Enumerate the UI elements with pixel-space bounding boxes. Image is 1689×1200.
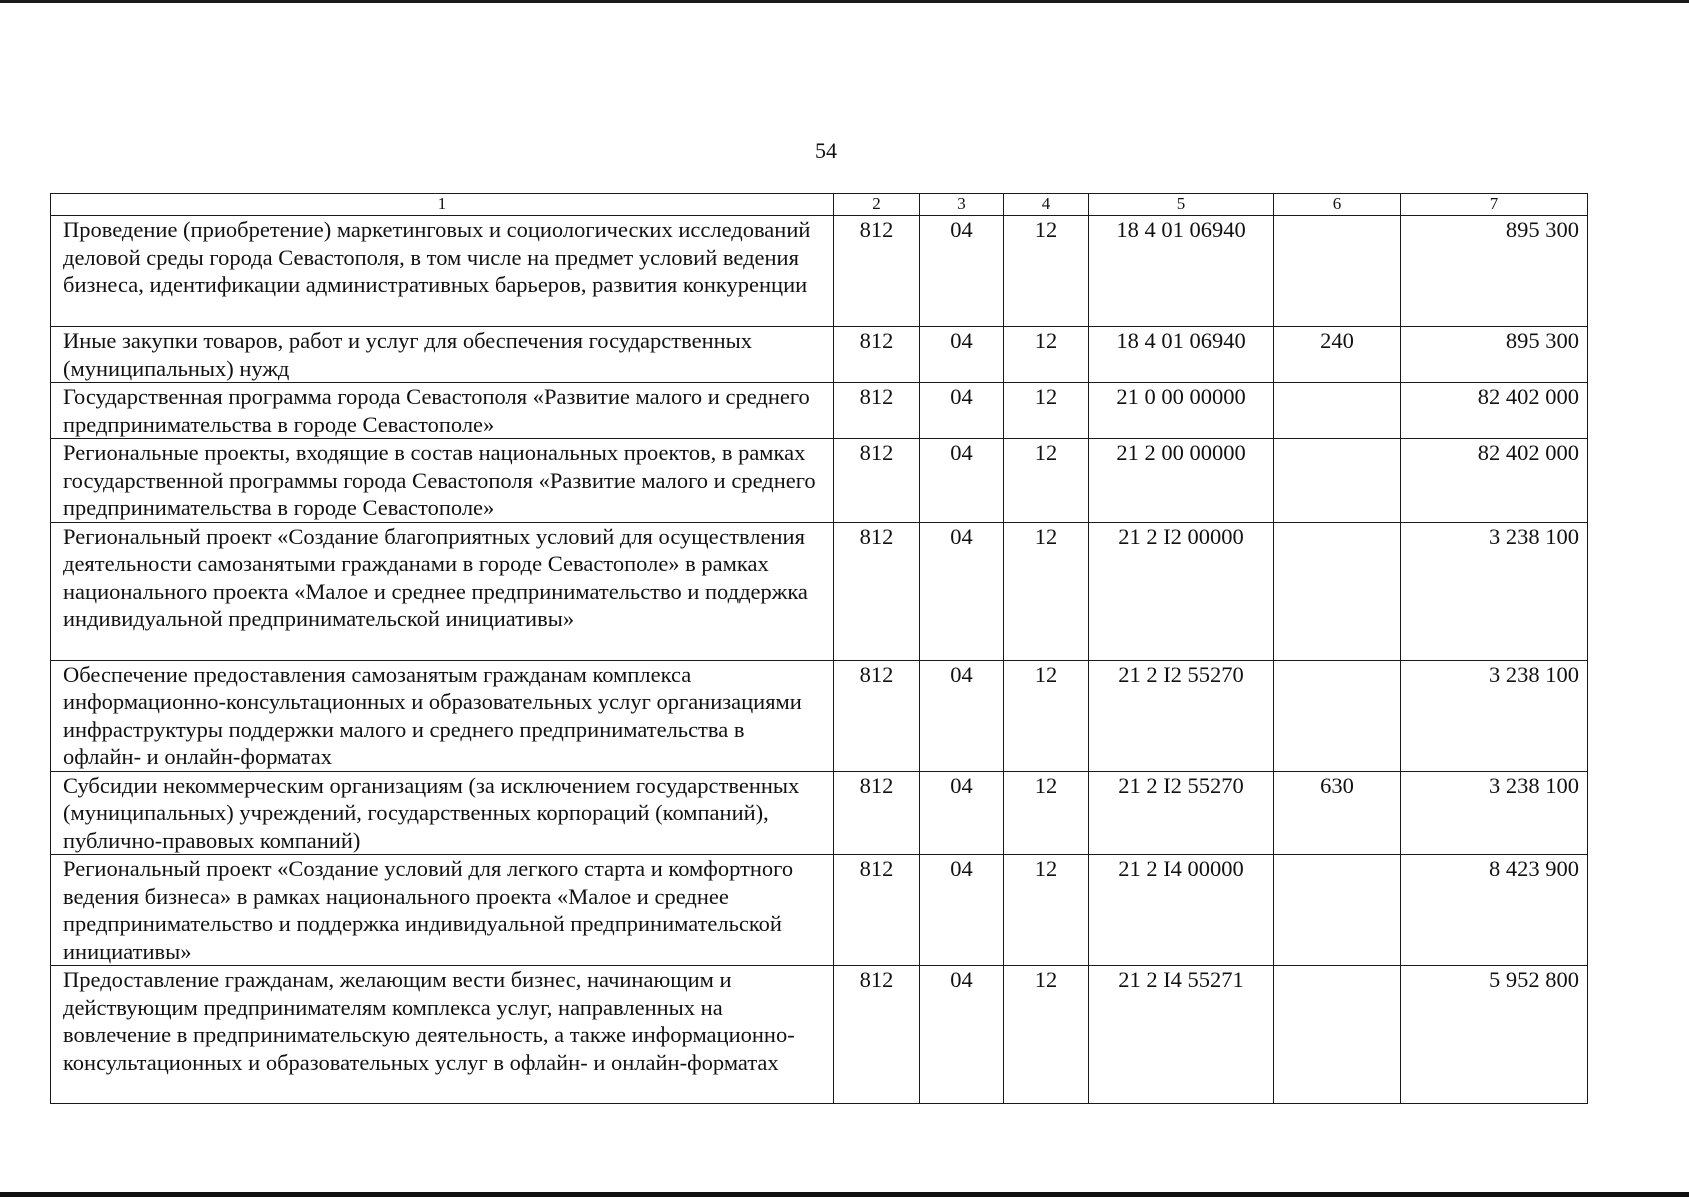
budget-table [50,193,1588,1104]
row-pr: 12 [1004,771,1089,855]
header-col-2: 2 [834,194,920,216]
table-row [51,327,1588,383]
row-amount: 3 238 100 [1401,522,1588,660]
row-rz: 04 [920,660,1004,771]
row-amount: 8 423 900 [1401,855,1588,966]
row-grbs: 812 [834,216,920,327]
row-csr: 18 4 01 06940 [1089,327,1274,383]
row-pr: 12 [1004,383,1089,439]
header-col-6: 6 [1274,194,1401,216]
header-col-3: 3 [920,194,1004,216]
row-grbs: 812 [834,966,920,1104]
row-rz: 04 [920,771,1004,855]
row-grbs: 812 [834,439,920,523]
row-amount: 82 402 000 [1401,439,1588,523]
row-grbs: 812 [834,327,920,383]
row-pr: 12 [1004,855,1089,966]
row-name: Иные закупки товаров, работ и услуг для обеспечения государственных (муниципальных) нужд [51,327,834,383]
row-grbs: 812 [834,522,920,660]
row-pr: 12 [1004,439,1089,523]
table-row [51,522,1588,660]
row-name: Субсидии некоммерческим организациям (за исключением государственных (муниципальных) учреждений, государственных корпораций (компаний), публично-правовых компаний) [51,771,834,855]
row-name: Региональный проект «Создание условий для легкого старта и комфортного ведения бизнеса» в рамках национального проекта «Малое и среднее предпринимательство и поддержка индивидуальной предпринимательской инициативы» [51,855,834,966]
table-header-row [51,194,1588,216]
row-pr: 12 [1004,966,1089,1104]
row-name: Региональные проекты, входящие в состав национальных проектов, в рамках государственной программы города Севастополя «Развитие малого и среднего предпринимательства в городе Севастополе» [51,439,834,523]
row-pr: 12 [1004,660,1089,771]
row-rz: 04 [920,439,1004,523]
row-grbs: 812 [834,855,920,966]
table-row [51,216,1588,327]
top-scan-rule [0,0,1689,3]
table-row [51,383,1588,439]
row-amount: 3 238 100 [1401,771,1588,855]
header-col-7: 7 [1401,194,1588,216]
row-vr [1274,439,1401,523]
row-name: Региональный проект «Создание благоприятных условий для осуществления деятельности самозанятыми гражданами в городе Севастополе» в рамках национального проекта «Малое и среднее предпринимательство и поддержка индивидуальной предпринимательской инициативы» [51,522,834,660]
row-csr: 21 2 I2 55270 [1089,771,1274,855]
row-csr: 18 4 01 06940 [1089,216,1274,327]
row-vr: 240 [1274,327,1401,383]
row-pr: 12 [1004,327,1089,383]
row-amount: 895 300 [1401,216,1588,327]
row-rz: 04 [920,383,1004,439]
row-csr: 21 2 00 00000 [1089,439,1274,523]
row-name: Предоставление гражданам, желающим вести бизнес, начинающим и действующим предпринимателям комплекса услуг, направленных на вовлечение в предпринимательскую деятельность, а также информационно-консультационных и образовательных услуг в офлайн- и онлайн-форматах [51,966,834,1104]
row-vr [1274,522,1401,660]
row-name: Государственная программа города Севастополя «Развитие малого и среднего предпринимательства в городе Севастополе» [51,383,834,439]
header-col-5: 5 [1089,194,1274,216]
row-csr: 21 2 I2 55270 [1089,660,1274,771]
row-vr: 630 [1274,771,1401,855]
table-row [51,660,1588,771]
row-csr: 21 2 I2 00000 [1089,522,1274,660]
row-csr: 21 0 00 00000 [1089,383,1274,439]
row-rz: 04 [920,216,1004,327]
row-grbs: 812 [834,660,920,771]
row-rz: 04 [920,966,1004,1104]
table-row [51,966,1588,1104]
row-rz: 04 [920,327,1004,383]
row-amount: 82 402 000 [1401,383,1588,439]
row-grbs: 812 [834,383,920,439]
row-pr: 12 [1004,522,1089,660]
header-col-1: 1 [51,194,834,216]
table-row [51,439,1588,523]
row-csr: 21 2 I4 55271 [1089,966,1274,1104]
table-row [51,771,1588,855]
header-col-4: 4 [1004,194,1089,216]
row-rz: 04 [920,855,1004,966]
row-name: Обеспечение предоставления самозанятым гражданам комплекса информационно-консультационных и образовательных услуг организациями инфраструктуры поддержки малого и среднего предпринимательства в офлайн- и онлайн-форматах [51,660,834,771]
row-vr [1274,966,1401,1104]
row-name: Проведение (приобретение) маркетинговых и социологических исследований деловой среды города Севастополя, в том числе на предмет условий ведения бизнеса, идентификации административных барьеров, развития конкуренции [51,216,834,327]
bottom-scan-rule [0,1192,1689,1197]
table-row [51,855,1588,966]
row-vr [1274,855,1401,966]
row-amount: 5 952 800 [1401,966,1588,1104]
page-number: 54 [815,138,837,163]
row-grbs: 812 [834,771,920,855]
row-csr: 21 2 I4 00000 [1089,855,1274,966]
row-amount: 895 300 [1401,327,1588,383]
row-pr: 12 [1004,216,1089,327]
row-vr [1274,216,1401,327]
row-amount: 3 238 100 [1401,660,1588,771]
row-vr [1274,383,1401,439]
row-rz: 04 [920,522,1004,660]
row-vr [1274,660,1401,771]
